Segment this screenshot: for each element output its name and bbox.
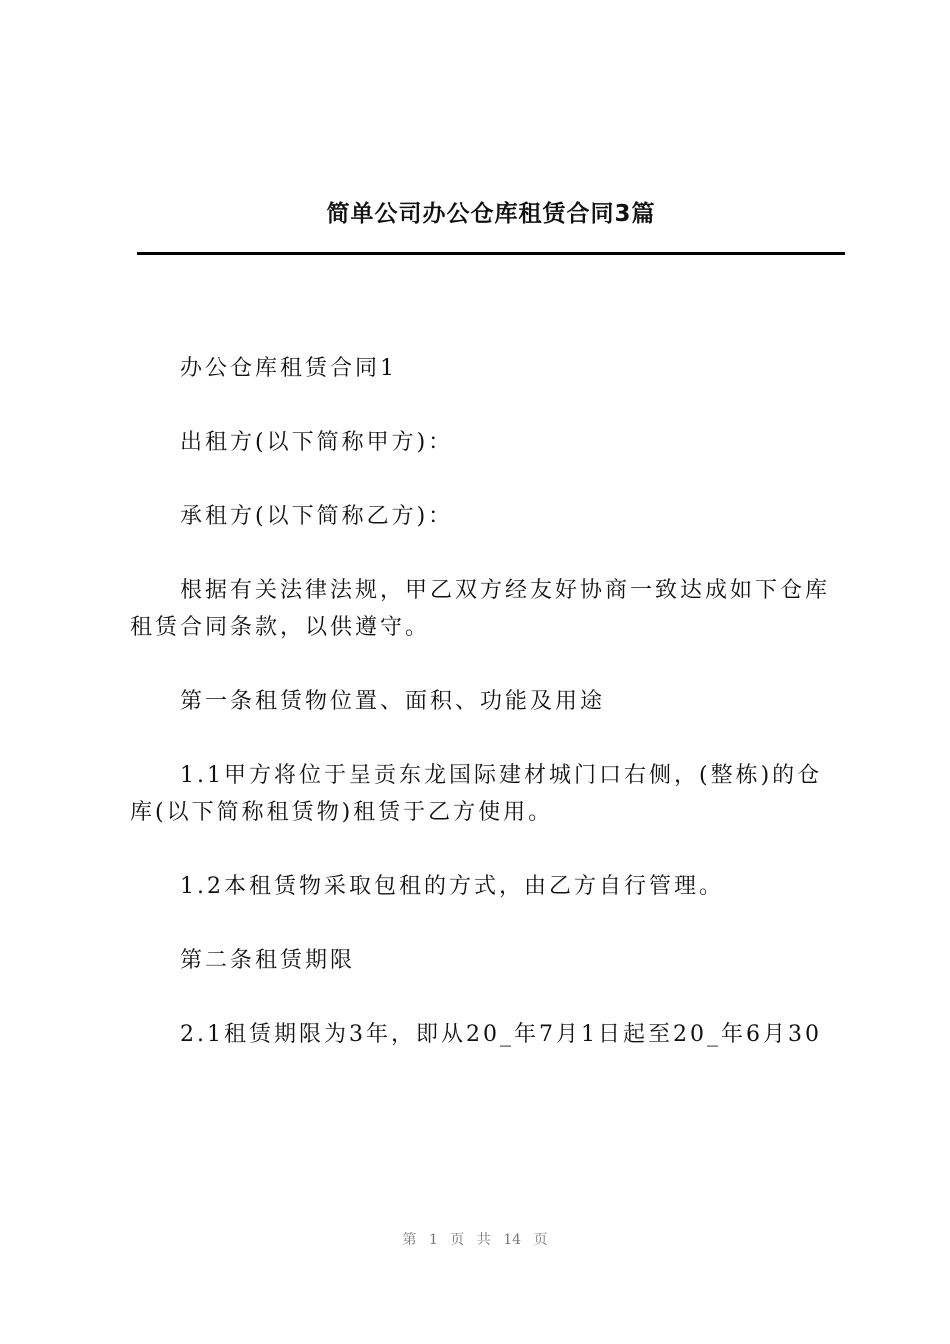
- paragraph: 办公仓库租赁合同1: [180, 356, 397, 381]
- paragraph: 根据有关法律法规，甲乙双方经友好协商一致达成如下仓库租赁合同条款，以供遵守。: [130, 578, 831, 640]
- paragraph: 第二条租赁期限: [180, 948, 356, 973]
- page-number-footer: 第 1 页 共 14 页: [402, 1232, 548, 1248]
- paragraph: 出租方(以下简称甲方)：: [180, 430, 454, 455]
- title-underline: [137, 252, 845, 255]
- paragraph: 第一条租赁物位置、面积、功能及用途: [180, 689, 606, 714]
- paragraph: 2.1租赁期限为3年，即从20_年7月1日起至20_年6月30: [180, 1022, 822, 1047]
- paragraph: 1.1甲方将位于呈贡东龙国际建材城门口右侧，(整栋)的仓库(以下简称租赁物)租赁于乙方使用。: [130, 763, 823, 825]
- document-title: 简单公司办公仓库租赁合同3篇: [326, 201, 656, 227]
- paragraph: 1.2本租赁物采取包租的方式，由乙方自行管理。: [180, 874, 724, 899]
- paragraph: 承租方(以下简称乙方)：: [180, 504, 454, 529]
- document-body: [130, 350, 842, 1090]
